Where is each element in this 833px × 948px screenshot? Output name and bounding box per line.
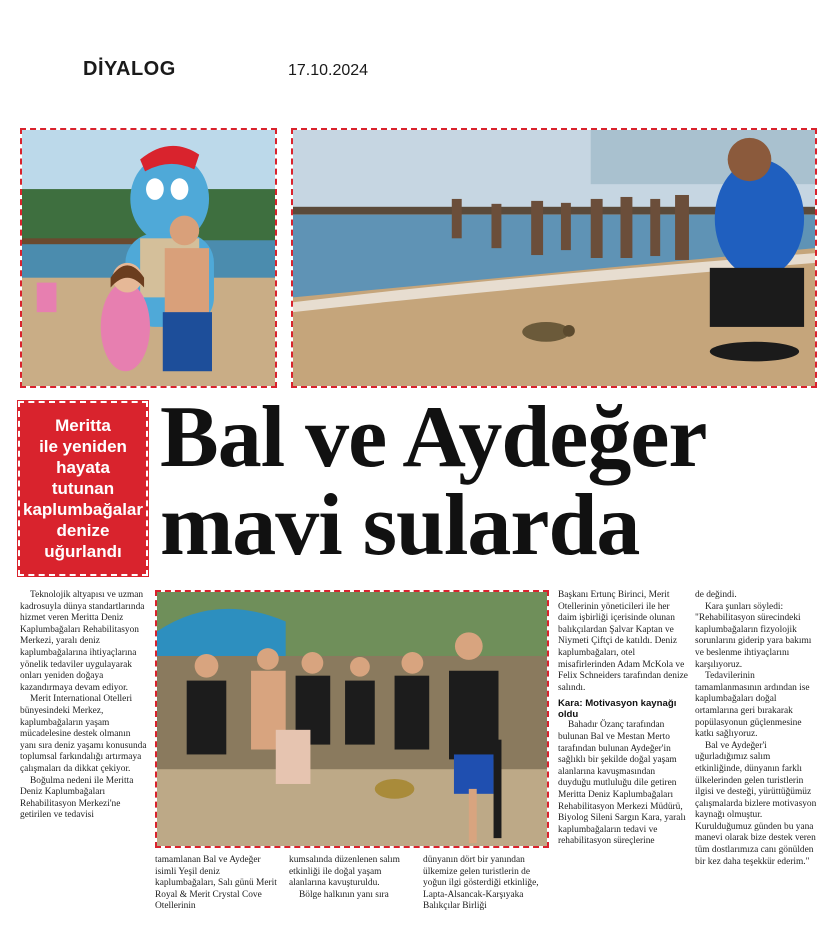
paragraph: Merit International Otelleri bünyesindeki Merkez, kaplumbağaların yaşam mücadelesine destek olmanın yanı sıra deniz yaşamı konusunda toplumsal farkındalığı artırmaya çalışmaları da dikkat çekiyor. <box>20 694 147 774</box>
paragraph: Bal ve Aydeğer'i uğurladığımız salım etkinliğinde, dünyanın farklı ülkelerinden gelen turistlerin ilgisi ve desteği, yürüttüğümüz çalışmalarda bizlere motivasyon kaynağı olmuştur. Kurulduğumuz günden bu yana manevi olarak bize destek veren tüm dostlarımıza canı gönülden bir kez daha teşekkür ederim." <box>695 740 817 867</box>
headline-line-1: Bal ve Aydeğer <box>160 389 707 486</box>
sidebar-line: uğurlandı <box>44 542 122 561</box>
sidebar-line: denize <box>56 521 110 540</box>
crowd-turtle-release-photo <box>155 590 549 848</box>
article-column-3 <box>289 855 416 901</box>
sidebar-line: hayata tutunan <box>51 458 115 498</box>
paragraph: Teknolojik altyapısı ve uzman kadrosuyla dünya standartlarında hizmet veren Meritta Deniz Kaplumbağaları Rehabilitasyon Merkezi, yaralı deniz kaplumbağalarına ihtiyaçlarına yönelik tedaviler uygulayarak onları yeniden doğaya kazandırmaya devam ediyor. <box>20 590 145 693</box>
paragraph: Kara şunları söyledi: "Rehabilitasyon sürecindeki kaplumbağaların fizyolojik sorunlarını giderip yara bakımı ve beslenme ihtiyaçlarını karşılıyoruz. <box>695 601 812 670</box>
paragraph: Bahadır Özanç tarafından bulunan Bal ve Mestan Merto tarafından bulunan Aydeğer'in sağlıklı bir şekilde doğal yaşam alanlarına kavuşmasından duyduğu mutluluğu dile getiren Meritta Deniz Kaplumbağaları Rehabilitasyon Merkezi Müdürü, Biyolog Sileni Sargın Kara, yaralı kaplumbağaların tedavi ve rehabilitasyon süreçlerine <box>558 720 686 847</box>
paragraph: Bölge halkının yanı sıra <box>299 889 389 900</box>
paragraph: kumsalında düzenlenen salım etkinliği ile doğal yaşam alanlarına kavuşturuldu. <box>289 855 400 889</box>
article-column-1 <box>20 590 148 822</box>
mascot-children-photo <box>20 128 277 388</box>
paragraph: Başkanı Ertunç Birinci, Merit Otellerinin yöneticileri ile her daim işbirliği içerisinde olunan balıkçılardan Şalvar Kaptan ve Niymeti Çiftçi de katıldı. Deniz kaplumbağaları, otel misafirlerinden Adam McKola ve Felix Schneiders tarafından denize salındı. <box>558 590 688 693</box>
article-column-5 <box>558 590 688 848</box>
article-column-2 <box>155 855 282 913</box>
sidebar-line: ile yeniden <box>39 437 127 456</box>
paragraph: tamamlanan Bal ve Aydeğer isimli Yeşil deniz kaplumbağaları, Salı günü Merit Royal & Merit Crystal Cove Otellerinin <box>155 855 277 912</box>
turtle-release-beach-photo <box>291 128 817 388</box>
paragraph: dünyanın dört bir yanından ülkemize gelen turistlerin de yoğun ilgi gösterdiği etkinliğe, Lapta-Alsancak-Karşıyaka Balıkçılar Birliği <box>423 855 539 912</box>
sidebar-line: kaplumbağalar <box>23 500 143 519</box>
headline <box>160 389 825 574</box>
sidebar-callout <box>18 401 148 576</box>
headline-line-2: mavi sularda <box>160 477 640 574</box>
article-column-6 <box>695 590 817 868</box>
publication-date: 17.10.2024 <box>288 62 369 79</box>
sidebar-line: Meritta <box>55 416 111 435</box>
paragraph: de değindi. <box>695 590 737 600</box>
paragraph: Boğulma nedeni ile Meritta Deniz Kaplumbağaları Rehabilitasyon Merkezi'ne getirilen ve tedavisi <box>20 775 134 821</box>
paragraph: Tedavilerinin tamamlanmasının ardından ise kaplumbağaları doğal ortamlarına geri bırakarak popülasyonun güçlenmesine katkı sağlıyoruz. <box>695 671 810 740</box>
masthead: DİYALOG <box>83 58 176 80</box>
subheading: Kara: Motivasyon kaynağı oldu <box>558 698 677 721</box>
article-column-4 <box>423 855 550 913</box>
